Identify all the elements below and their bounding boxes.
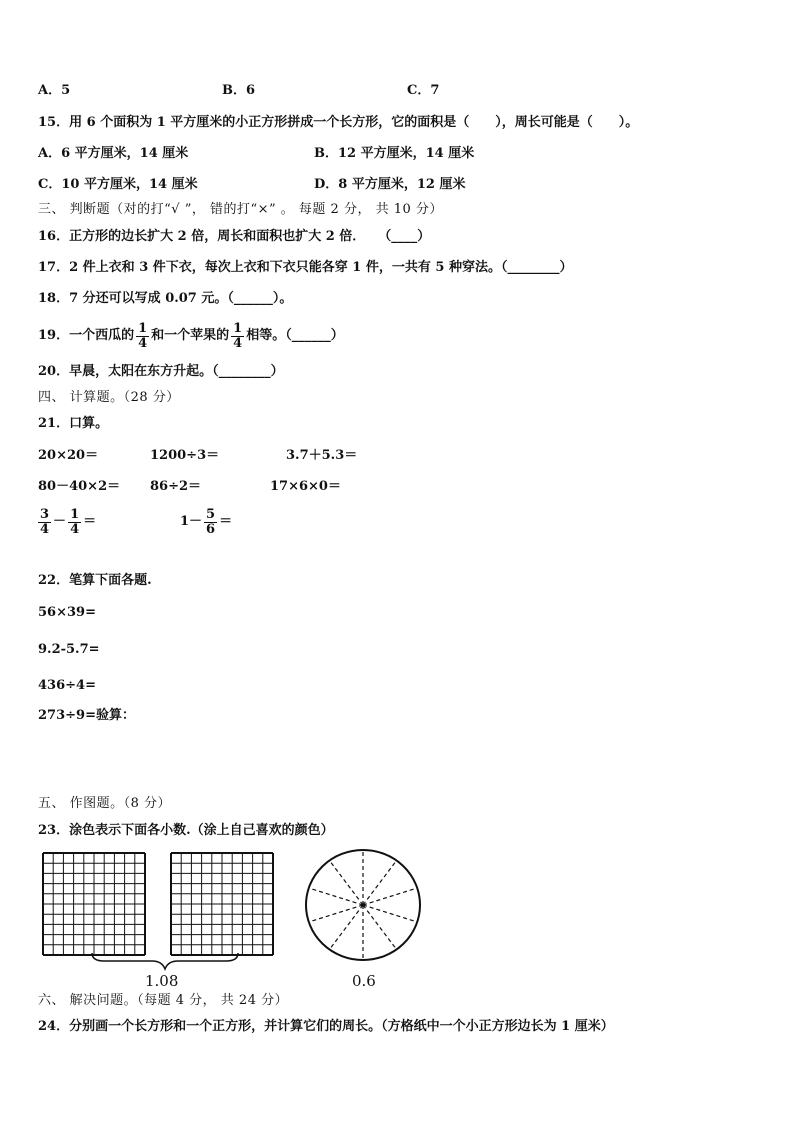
one-minus: 1－ bbox=[180, 514, 203, 529]
fraction-numerator: 3 bbox=[40, 506, 50, 522]
q23-title: 23．涂色表示下面各小数.（涂上自己喜欢的颜色） bbox=[38, 823, 334, 838]
circle-spoke bbox=[311, 889, 363, 905]
q15-option-c: C．10 平方厘米，14 厘米 bbox=[38, 177, 198, 192]
equals-sign: ＝ bbox=[83, 514, 97, 529]
fraction-denominator: 6 bbox=[206, 521, 216, 537]
section3-title: 三、 判断题（对的打“√ ”， 错的打“×” 。 每题 2 分， 共 10 分） bbox=[38, 202, 443, 217]
label-0-6: 0.6 bbox=[352, 972, 376, 990]
circle-spoke bbox=[363, 889, 415, 905]
q21-r2c1: 80－40×2＝ bbox=[38, 479, 121, 494]
q24-text: 24．分别画一个长方形和一个正方形，并计算它们的周长。（方格纸中一个小正方形边长为 1 厘米） bbox=[38, 1019, 614, 1034]
fraction-numerator: 1 bbox=[138, 320, 148, 336]
q21-r1c1: 20×20＝ bbox=[38, 448, 99, 463]
q15-option-d: D．8 平方厘米，12 厘米 bbox=[314, 177, 466, 192]
minus-sign: － bbox=[53, 514, 67, 529]
section6-title: 六、 解决问题。（每题 4 分， 共 24 分） bbox=[38, 993, 289, 1008]
q14-option-b: B．6 bbox=[222, 83, 256, 98]
q22-title: 22．笔算下面各题. bbox=[38, 573, 152, 588]
q19-mid: 和一个苹果的 bbox=[151, 328, 230, 343]
fraction-denominator: 4 bbox=[40, 521, 50, 537]
q21-r2c3: 17×6×0＝ bbox=[270, 479, 341, 494]
circle-spoke bbox=[311, 905, 363, 921]
q14-option-c: C．7 bbox=[407, 83, 440, 98]
circle-spoke bbox=[331, 862, 363, 905]
section4-title: 四、 计算题。（28 分） bbox=[38, 390, 180, 405]
q18-text: 18．7 分还可以写成 0.07 元。（______）。 bbox=[38, 291, 293, 306]
q19-pre: 19．一个西瓜的 bbox=[38, 328, 135, 343]
circle-spoke bbox=[331, 905, 363, 948]
circle-spoke bbox=[363, 905, 395, 948]
q22-item-1: 56×39= bbox=[38, 605, 96, 620]
q15-text: 15．用 6 个面积为 1 平方厘米的小正方形拼成一个长方形，它的面积是（ ），周长可能是（ ）。 bbox=[38, 115, 639, 130]
fraction-numerator: 1 bbox=[233, 320, 243, 336]
q21-r1c3: 3.7＋5.3＝ bbox=[286, 448, 358, 463]
circle-spoke bbox=[363, 905, 415, 921]
q17-text: 17．2 件上衣和 3 件下衣，每次上衣和下衣只能各穿 1 件，一共有 5 种穿法。（________） bbox=[38, 260, 573, 275]
circle-spoke bbox=[363, 862, 395, 905]
q19-post: 相等。（______） bbox=[246, 328, 344, 343]
q16-text: 16．正方形的边长扩大 2 倍，周长和面积也扩大 2 倍． （____） bbox=[38, 229, 431, 244]
hundred-grid-2 bbox=[171, 853, 273, 955]
q21-r1c2: 1200÷3＝ bbox=[150, 448, 220, 463]
hundred-grid-1 bbox=[43, 853, 145, 955]
q15-option-b: B．12 平方厘米，14 厘米 bbox=[314, 146, 475, 161]
fraction-denominator: 4 bbox=[233, 335, 243, 351]
fraction-denominator: 4 bbox=[138, 335, 148, 351]
q22-item-4: 273÷9=验算： bbox=[38, 708, 135, 723]
q20-text: 20．早晨，太阳在东方升起。（________） bbox=[38, 364, 284, 379]
circle-spokes bbox=[311, 852, 416, 958]
fraction-numerator: 1 bbox=[70, 506, 80, 522]
label-1-08: 1.08 bbox=[145, 972, 179, 990]
fraction-numerator: 5 bbox=[206, 506, 216, 522]
q14-option-a: A．5 bbox=[38, 83, 71, 98]
fraction-denominator: 4 bbox=[70, 521, 80, 537]
section5-title: 五、 作图题。（8 分） bbox=[38, 796, 172, 811]
q21-title: 21．口算。 bbox=[38, 416, 109, 431]
q22-item-2: 9.2-5.7= bbox=[38, 642, 100, 657]
equals-sign: ＝ bbox=[219, 514, 233, 529]
q21-r2c2: 86÷2＝ bbox=[150, 479, 202, 494]
q15-option-a: A．6 平方厘米，14 厘米 bbox=[38, 146, 189, 161]
q22-item-3: 436÷4= bbox=[38, 678, 96, 693]
